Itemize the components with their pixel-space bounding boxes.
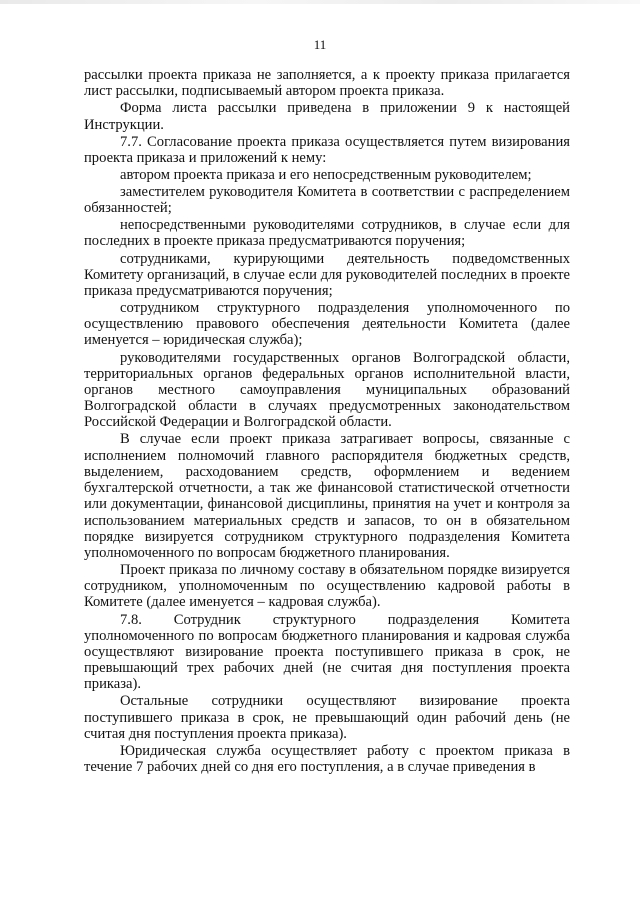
scan-edge	[0, 0, 640, 4]
paragraph: Юридическая служба осуществляет работу с проектом приказа в течение 7 рабочих дней со дня его поступления, а в случае приведения в	[84, 742, 570, 776]
paragraph: сотрудниками, курирующими деятельность подведомственных Комитету организаций, в случае если для руководителей последних в проекте приказа предусматриваются поручения;	[84, 250, 570, 299]
paragraph: Форма листа рассылки приведена в приложении 9 к настоящей Инструкции.	[84, 100, 570, 133]
paragraph: непосредственными руководителями сотрудников, в случае если для последних в проекте приказа предусматриваются поручения;	[84, 217, 570, 250]
page-number: 11	[313, 37, 327, 52]
paragraph: Проект приказа по личному составу в обязательном порядке визируется сотрудником, уполномоченным по осуществлению кадровой работы в Комитете (далее именуется – кадровая служба).	[84, 562, 570, 611]
paragraph: В случае если проект приказа затрагивает вопросы, связанные с исполнением полномочий главного распорядителя бюджетных средств, выделением, расходованием средств, оформлением и ведением бухгалтерской отчетности, а так же финансовой статистической отчетности или документации, финансовой дисциплины, принятия на учет и контроля за использованием материальных средств и запасов, то он в обязательном порядке визируется сотрудником структурного подразделения Комитета уполномоченного по вопросам бюджетного планирования.	[84, 431, 570, 561]
paragraph: сотрудником структурного подразделения уполномоченного по осуществлению правового обеспечения деятельности Комитета (далее именуется – юридическая служба);	[84, 300, 570, 349]
paragraph: автором проекта приказа и его непосредственным руководителем;	[120, 166, 532, 183]
body-text	[84, 67, 570, 776]
paragraph: 7.7. Согласование проекта приказа осуществляется путем визирования проекта приказа и приложений к нему:	[84, 133, 570, 166]
paragraph: Остальные сотрудники осуществляют визирование проекта поступившего приказа в срок, не превышающий один рабочий день (не считая дня поступления проекта приказа).	[84, 693, 570, 742]
paragraph: руководителями государственных органов Волгоградской области, территориальных органов федеральных органов исполнительной власти, органов местного самоуправления муниципальных образований Волгоградской области в случаях предусмотренных законодательством Российской Федерации и Волгоградской области.	[84, 349, 570, 431]
paragraph: 7.8. Сотрудник структурного подразделения Комитета уполномоченного по вопросам бюджетного планирования и кадровая служба осуществляют визирование проекта поступившего приказа в срок, не превышающий трех рабочих дней (не считая дня поступления проекта приказа).	[84, 611, 570, 693]
paragraph: заместителем руководителя Комитета в соответствии с распределением обязанностей;	[84, 183, 570, 217]
paragraph: рассылки проекта приказа не заполняется, а к проекту приказа прилагается лист рассылки, подписываемый автором проекта приказа.	[84, 67, 570, 100]
